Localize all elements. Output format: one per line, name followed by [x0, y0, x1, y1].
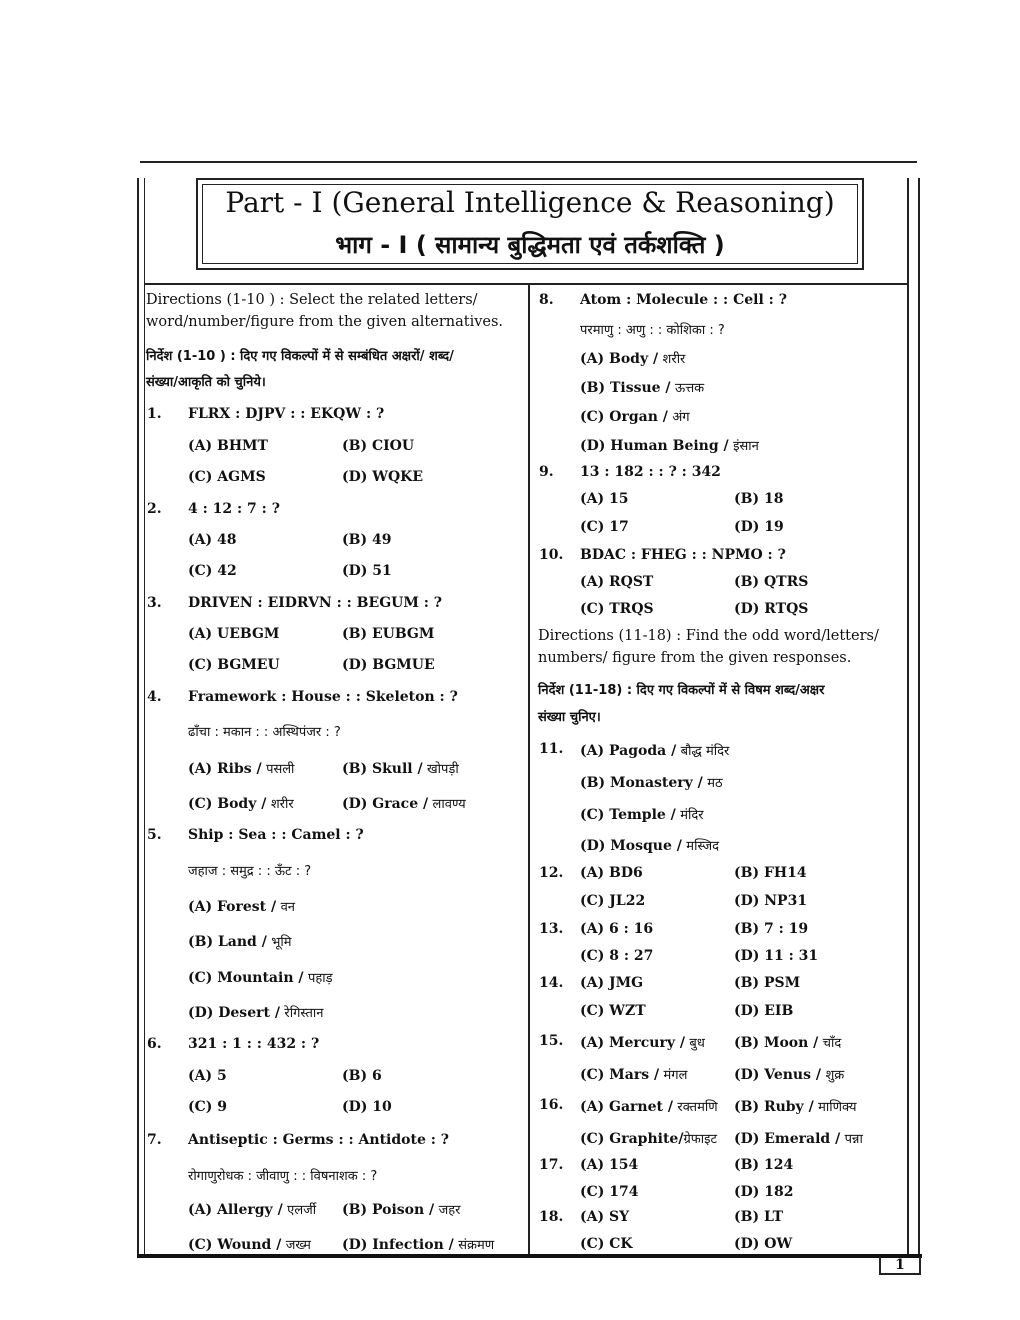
- column-divider: [528, 285, 530, 1254]
- directions-2-hi-line2: संख्या चुनिए।: [538, 710, 601, 725]
- option-a: (A) Ribs / पसली: [188, 761, 295, 777]
- option-b: (B) 6: [342, 1068, 382, 1084]
- question-text: Framework : House : : Skeleton : ?: [188, 689, 458, 705]
- option-b: (B) 18: [734, 491, 784, 507]
- option-c: (C) CK: [580, 1236, 633, 1252]
- option-c: (C) TRQS: [580, 601, 654, 617]
- question-number: 17.: [539, 1157, 564, 1173]
- option-c: (C) 42: [188, 563, 237, 579]
- option-d: (D) 10: [342, 1099, 392, 1115]
- question-number: 2.: [147, 501, 162, 517]
- option-b: (B) Moon / चाँद: [734, 1035, 842, 1051]
- option-d: (D) WQKE: [342, 469, 424, 485]
- title-hindi: भाग - I ( सामान्य बुद्धिमता एवं तर्कशक्ति ): [335, 231, 725, 259]
- question-number: 4.: [147, 689, 162, 705]
- question-number: 5.: [147, 827, 162, 843]
- question-number: 16.: [539, 1097, 564, 1113]
- option-c: (C) BGMEU: [188, 657, 280, 673]
- option-a: (A) Garnet / रक्तमणि: [580, 1099, 718, 1115]
- question-number: 9.: [539, 464, 554, 480]
- question-number: 7.: [147, 1132, 162, 1148]
- option-a: (A) Body / शरीर: [580, 351, 686, 367]
- option-c: (C) 8 : 27: [580, 948, 654, 964]
- option-a: (A) Mercury / बुध: [580, 1035, 705, 1051]
- option-c: (C) 174: [580, 1184, 639, 1200]
- option-a: (A) 154: [580, 1157, 639, 1173]
- title-box: [196, 178, 864, 270]
- option-c: (C) JL22: [580, 893, 646, 909]
- question-text-hindi: परमाणु : अणु : : कोशिका : ?: [580, 323, 725, 338]
- option-a: (A) UEBGM: [188, 626, 280, 642]
- option-c: (C) Temple / मंदिर: [580, 807, 704, 823]
- option-b: (B) 124: [734, 1157, 794, 1173]
- option-a: (A) 6 : 16: [580, 921, 654, 937]
- option-a: (A) BD6: [580, 865, 643, 881]
- question-text-hindi: रोगाणुरोधक : जीवाणु : : विषनाशक : ?: [188, 1169, 378, 1184]
- option-d: (D) OW: [734, 1236, 793, 1252]
- option-c: (C) WZT: [580, 1003, 646, 1019]
- option-a: (A) JMG: [580, 975, 644, 991]
- option-d: (D) 51: [342, 563, 392, 579]
- option-c: (C) Wound / जख्म: [188, 1237, 311, 1253]
- option-b: (B) Skull / खोपड़ी: [342, 761, 459, 777]
- option-a: (A) BHMT: [188, 438, 268, 454]
- question-text: FLRX : DJPV : : EKQW : ?: [188, 406, 385, 422]
- option-d: (D) Human Being / इंसान: [580, 438, 759, 454]
- option-b: (B) LT: [734, 1209, 784, 1225]
- option-d: (D) Grace / लावण्य: [342, 796, 466, 812]
- directions-1-en-line2: word/number/figure from the given alternatives.: [146, 314, 504, 330]
- option-b: (B) FH14: [734, 865, 807, 881]
- option-c: (C) 17: [580, 519, 629, 535]
- top-rule: [140, 161, 917, 163]
- question-text: 321 : 1 : : 432 : ?: [188, 1036, 320, 1052]
- question-number: 3.: [147, 595, 162, 611]
- question-number: 15.: [539, 1033, 564, 1049]
- option-d: (D) BGMUE: [342, 657, 435, 673]
- question-number: 14.: [539, 975, 564, 991]
- option-a: (A) RQST: [580, 574, 654, 590]
- question-text: Ship : Sea : : Camel : ?: [188, 827, 364, 843]
- option-c: (C) Graphite/ग्रेफाइट: [580, 1131, 718, 1147]
- option-d: (D) RTQS: [734, 601, 809, 617]
- option-d: (D) 182: [734, 1184, 794, 1200]
- question-number: 1.: [147, 406, 162, 422]
- question-number: 12.: [539, 865, 564, 881]
- option-b: (B) QTRS: [734, 574, 809, 590]
- bottom-rule: [137, 1254, 922, 1258]
- question-number: 8.: [539, 292, 554, 308]
- option-d: (D) 19: [734, 519, 784, 535]
- question-text-hindi: ढाँचा : मकान : : अस्थिपंजर : ?: [188, 725, 341, 740]
- option-d: (D) EIB: [734, 1003, 794, 1019]
- option-b: (B) PSM: [734, 975, 801, 991]
- option-d: (D) Venus / शुक्र: [734, 1067, 845, 1083]
- option-d: (D) Infection / संक्रमण: [342, 1237, 495, 1253]
- right-frame-border: [907, 178, 920, 1254]
- option-a: (A) Pagoda / बौद्ध मंदिर: [580, 743, 730, 759]
- question-number: 6.: [147, 1036, 162, 1052]
- option-b: (B) EUBGM: [342, 626, 435, 642]
- question-text-hindi: जहाज : समुद्र : : ऊँट : ?: [188, 864, 312, 879]
- option-c: (C) AGMS: [188, 469, 266, 485]
- question-number: 10.: [539, 547, 564, 563]
- question-text: DRIVEN : EIDRVN : : BEGUM : ?: [188, 595, 442, 611]
- option-c: (C) Organ / अंग: [580, 409, 690, 425]
- question-number: 18.: [539, 1209, 564, 1225]
- option-b: (B) Monastery / मठ: [580, 775, 723, 791]
- option-b: (B) Ruby / माणिक्य: [734, 1099, 857, 1115]
- left-frame-border: [137, 178, 145, 1254]
- option-d: (D) 11 : 31: [734, 948, 819, 964]
- option-d: (D) Desert / रेगिस्तान: [188, 1005, 324, 1021]
- option-a: (A) 5: [188, 1068, 227, 1084]
- option-c: (C) Mountain / पहाड़: [188, 970, 333, 986]
- title-english: Part - I (General Intelligence & Reasoning): [225, 186, 835, 219]
- question-text: 13 : 182 : : ? : 342: [580, 464, 721, 480]
- question-text: BDAC : FHEG : : NPMO : ?: [580, 547, 786, 563]
- question-number: 13.: [539, 921, 564, 937]
- option-d: (D) Emerald / पन्ना: [734, 1131, 863, 1147]
- option-d: (D) Mosque / मस्जिद: [580, 838, 720, 854]
- option-b: (B) 7 : 19: [734, 921, 809, 937]
- directions-2-hi-line1: निर्देश (11-18) : दिए गए विकल्पों में से विषम शब्द/अक्षर: [538, 683, 825, 698]
- option-a: (A) SY: [580, 1209, 630, 1225]
- option-b: (B) Tissue / ऊत्तक: [580, 380, 705, 396]
- option-c: (C) Mars / मंगल: [580, 1067, 688, 1083]
- option-b: (B) Land / भूमि: [188, 934, 292, 950]
- question-number: 11.: [539, 741, 564, 757]
- option-a: (A) 15: [580, 491, 629, 507]
- option-a: (A) Allergy / एलर्जी: [188, 1202, 317, 1218]
- directions-1-en-line1: Directions (1-10 ) : Select the related letters/: [146, 292, 478, 308]
- question-text: Antiseptic : Germs : : Antidote : ?: [188, 1132, 449, 1148]
- option-b: (B) CIOU: [342, 438, 415, 454]
- page-number: 1: [879, 1257, 921, 1275]
- option-b: (B) 49: [342, 532, 392, 548]
- directions-2-en-line1: Directions (11-18) : Find the odd word/letters/: [538, 628, 879, 644]
- directions-2-en-line2: numbers/ figure from the given responses.: [538, 650, 852, 666]
- question-text: Atom : Molecule : : Cell : ?: [580, 292, 787, 308]
- option-a: (A) Forest / वन: [188, 899, 296, 915]
- directions-1-hi-line2: संख्या/आकृति को चुनिये।: [146, 375, 266, 390]
- option-c: (C) 9: [188, 1099, 228, 1115]
- question-text: 4 : 12 : 7 : ?: [188, 501, 280, 517]
- option-c: (C) Body / शरीर: [188, 796, 294, 812]
- header-bottom-rule: [145, 283, 907, 285]
- option-d: (D) NP31: [734, 893, 808, 909]
- directions-1-hi-line1: निर्देश (1-10 ) : दिए गए विकल्पों में से सम्बंधित अक्षरों/ शब्द/: [146, 349, 454, 364]
- option-b: (B) Poison / जहर: [342, 1202, 461, 1218]
- option-a: (A) 48: [188, 532, 237, 548]
